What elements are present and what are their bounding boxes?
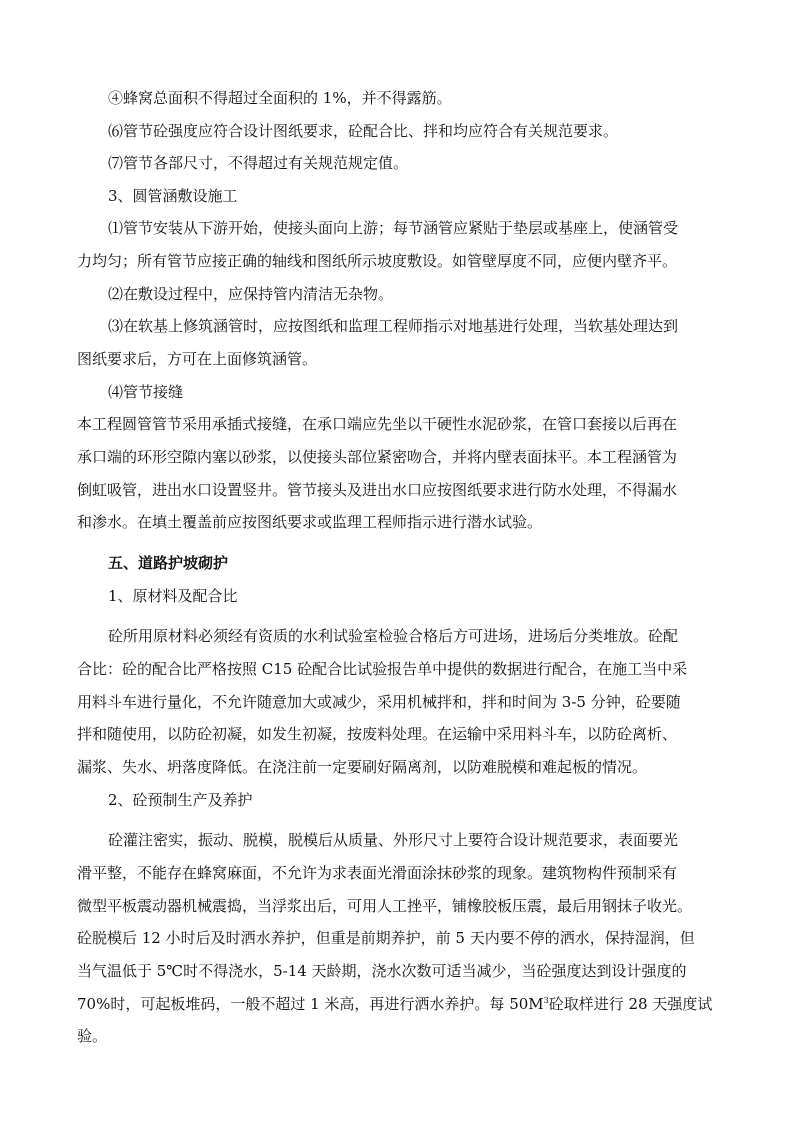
curing-paragraph-line-6 xyxy=(77,994,712,1014)
section-heading-5: 五、道路护坡砌护 xyxy=(108,554,229,572)
cubic-superscript: 3 xyxy=(543,996,549,1005)
subheading-1-materials-mix: 1、原材料及配合比 xyxy=(108,587,238,605)
item-7-pipe-dimensions: ⑺管节各部尺寸，不得超过有关规范规定值。 xyxy=(108,154,409,172)
joint-paragraph-line-1: 本工程圆管管节采用承插式接缝，在承口端应先坐以干硬性水泥砂浆，在管口套接以后再在 xyxy=(77,415,678,433)
joint-paragraph-line-3: 倒虹吸管，进出水口设置竖井。管节接头及进出水口应按图纸要求进行防水处理，不得漏水 xyxy=(77,481,678,499)
item-honeycomb-area: ④蜂窝总面积不得超过全面积的 1%，并不得露筋。 xyxy=(108,89,452,107)
materials-paragraph-line-1: 砼所用原材料必须经有资质的水利试验室检验合格后方可进场，进场后分类堆放。砼配 xyxy=(108,627,679,645)
item-1-line-2: 力均匀；所有管节应接正确的轴线和图纸所示坡度敷设。如管壁厚度不同，应便内壁齐平。 xyxy=(77,252,678,270)
item-4-pipe-joint: ⑷管节接缝 xyxy=(108,383,184,401)
subheading-2-precast-curing: 2、砼预制生产及养护 xyxy=(108,791,253,809)
materials-paragraph-line-3: 用料斗车进行量化，不允许随意加大或减少，采用机械拌和，拌和时间为 3-5 分钟，砼要随 xyxy=(77,693,681,711)
materials-paragraph-line-2: 合比：砼的配合比严格按照 C15 砼配合比试验报告单中提供的数据进行配合，在施工当中采 xyxy=(77,660,688,678)
materials-paragraph-line-4: 拌和随使用，以防砼初凝，如发生初凝，按废料处理。在运输中采用料斗车，以防砼离析、 xyxy=(77,725,678,743)
curing-paragraph-line-3: 微型平板震动器机械震捣，当浮浆出后，可用人工挫平，铺橡胶板压震，最后用钢抹子收光。 xyxy=(77,897,693,915)
item-2-laying-clean: ⑵在敷设过程中，应保持管内清洁无杂物。 xyxy=(108,285,394,303)
joint-paragraph-line-2: 承口端的环形空隙内塞以砂浆，以使接头部位紧密吻合，并将内壁表面抹平。本工程涵管为 xyxy=(77,448,678,466)
item-6-pipe-strength: ⑹管节砼强度应符合设计图纸要求，砼配合比、拌和均应符合有关规范要求。 xyxy=(108,122,619,140)
curing-paragraph-line-7: 验。 xyxy=(77,1027,108,1045)
item-3-line-1: ⑶在软基上修筑涵管时，应按图纸和监理工程师指示对地基进行处理，当软基处理达到 xyxy=(108,317,679,335)
item-3-line-2: 图纸要求后，方可在上面修筑涵管。 xyxy=(77,350,318,368)
materials-paragraph-line-5: 漏浆、失水、坍落度降低。在浇注前一定要刷好隔离剂，以防难脱模和难起板的情况。 xyxy=(77,758,648,776)
joint-paragraph-line-4: 和渗水。在填土覆盖前应按图纸要求或监理工程师指示进行潜水试验。 xyxy=(77,513,543,531)
subheading-3-pipe-culvert-laying: 3、圆管涵敷设施工 xyxy=(108,187,238,205)
curing-paragraph-line-5: 当气温低于 5℃时不得浇水，5-14 天龄期，浇水次数可适当减少，当砼强度达到设计强度的 xyxy=(77,962,687,980)
item-1-line-1: ⑴管节安装从下游开始，使接头面向上游；每节涵管应紧贴于垫层或基座上，使涵管受 xyxy=(108,219,679,237)
curing-line-6-tail: 砼取样进行 28 天强度试 xyxy=(548,995,713,1013)
curing-line-6-text: 70%时，可起板堆码，一般不超过 1 米高，再进行洒水养护。每 50M xyxy=(77,995,544,1013)
curing-paragraph-line-2: 滑平整，不能存在蜂窝麻面，不允许为求表面光滑面涂抹砂浆的现象。建筑物构件预制采有 xyxy=(77,864,678,882)
curing-paragraph-line-4: 砼脱模后 12 小时后及时洒水养护，但重是前期养护，前 5 天内要不停的洒水，保持湿润，但 xyxy=(77,929,695,947)
curing-paragraph-line-1: 砼灌注密实，振动、脱模，脱模后从质量、外形尺寸上要符合设计规范要求，表面要光 xyxy=(108,831,679,849)
